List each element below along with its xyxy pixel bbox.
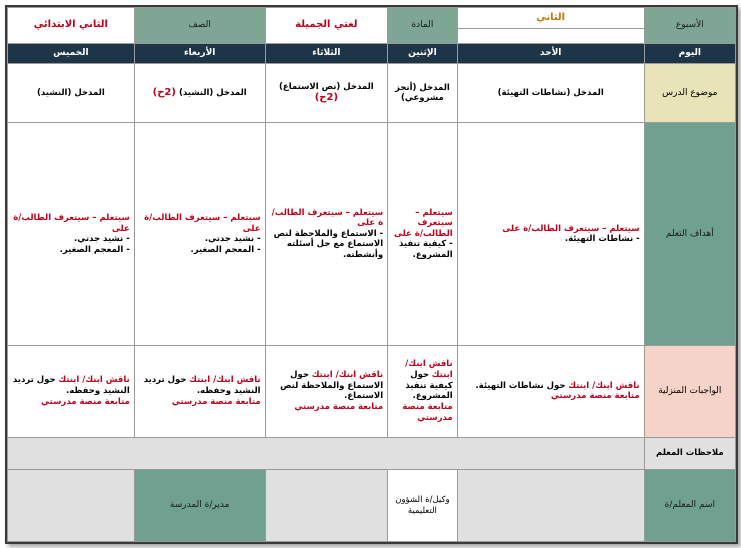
- topic-mon: المدخل (أنجز مشروعي): [388, 64, 458, 123]
- objectives-wed: [134, 123, 265, 346]
- objectives-wed-head: سيتعلم – سيتعرف الطالب/ة على: [144, 212, 261, 234]
- objectives-tue-item: - الاستماع والملاحظة لنص الاستماع مع حل أسئلته وأنشطته.: [273, 228, 384, 261]
- vice-name-value[interactable]: [265, 470, 388, 542]
- homework-sun: [457, 345, 644, 437]
- homework-wed-body: حول ترديد النشيد وحفظه.: [143, 375, 261, 397]
- topic-wed: [134, 64, 265, 123]
- week-empty-cell: [457, 29, 644, 43]
- homework-mon: [388, 345, 458, 437]
- homework-tue-body: حول الاستماع والملاحظة لنص الاستماع.: [280, 370, 384, 402]
- topic-sun: المدخل (نشاطات التهيئة): [457, 64, 644, 123]
- weekly-plan-table: [7, 7, 736, 542]
- grade-label: الصف: [134, 8, 265, 44]
- notes-label: ملاحظات المعلم: [644, 437, 735, 470]
- objectives-thu-head: سيتعلم – سيتعرف الطالب/ة على: [13, 212, 130, 234]
- day-tue: الثلاثاء: [265, 43, 388, 63]
- objectives-thu-item-1: - نشيد جدتي.: [74, 234, 130, 245]
- topic-wed-text: المدخل (النشيد): [178, 87, 247, 98]
- days-row: [8, 43, 736, 63]
- objectives-tue-head: سيتعلم – سيتعرف الطالب/ة على: [271, 207, 384, 229]
- homework-sun-discuss: ناقش ابنك/ ابنتك: [568, 380, 640, 391]
- vice-label: وكيل/ة الشؤون التعليمية: [388, 470, 458, 542]
- header-row-1: [8, 8, 736, 29]
- day-thu: الخميس: [8, 43, 135, 63]
- objectives-wed-item-1: - نشيد جدتي.: [204, 234, 261, 245]
- homework-thu-discuss: ناقش ابنك/ ابنتك: [58, 375, 130, 386]
- day-wed: الأربعاء: [134, 43, 265, 63]
- objectives-tue: [265, 123, 388, 346]
- lesson-plan-frame: [5, 5, 738, 544]
- objectives-mon: [388, 123, 458, 346]
- homework-sun-body: حول نشاطات التهيئة.: [475, 380, 566, 391]
- topic-row: [8, 64, 736, 123]
- week-value: الثاني: [457, 8, 644, 29]
- topic-label: موضوع الدرس: [644, 64, 735, 123]
- topic-thu: المدخل (النشيد): [8, 64, 135, 123]
- homework-tue: [265, 345, 388, 437]
- objectives-sun: [457, 123, 644, 346]
- objectives-sun-item: - نشاطات التهيئة.: [564, 234, 640, 245]
- homework-mon-discuss: ناقش ابنك/ ابنتك: [405, 359, 453, 381]
- objectives-thu: [8, 123, 135, 346]
- homework-thu: [8, 345, 135, 437]
- subject-value: لغتي الجميلة: [265, 8, 388, 44]
- objectives-wed-item-2: - المعجم الصغير.: [190, 244, 261, 255]
- homework-wed-follow: متابعة منصة مدرستي: [171, 396, 261, 407]
- notes-row: [8, 437, 736, 470]
- homework-thu-follow: متابعة منصة مدرستي: [41, 396, 130, 407]
- grade-value: الثاني الابتدائي: [8, 8, 135, 44]
- topic-tue-tag: (2ح): [314, 92, 339, 104]
- week-label: الأسبوع: [644, 8, 735, 44]
- homework-mon-follow: متابعة منصة مدرستي: [402, 401, 453, 423]
- day-mon: الإثنين: [388, 43, 458, 63]
- homework-tue-follow: متابعة منصة مدرستي: [294, 401, 384, 412]
- objectives-sun-head: سيتعلم – سيتعرف الطالب/ة على: [502, 223, 640, 234]
- principal-label: مدير/ة المدرسة: [134, 470, 265, 542]
- topic-wed-tag: (2ح): [152, 86, 176, 98]
- day-sun: الأحد: [457, 43, 644, 63]
- homework-label: الواجبات المنزلية: [644, 345, 735, 437]
- objectives-mon-item: - كيفية تنفيذ المشروع.: [398, 239, 453, 261]
- topic-tue-text: المدخل (نص الاستماع): [279, 81, 374, 92]
- objectives-row: [8, 123, 736, 346]
- objectives-label: أهداف التعلم: [644, 123, 735, 346]
- teacher-name-label: اسم المعلم/ة: [644, 470, 735, 542]
- objectives-mon-head: سيتعلم – سيتعرف الطالب/ة على: [393, 207, 453, 239]
- homework-sun-follow: متابعة منصة مدرستي: [550, 391, 640, 402]
- teacher-name-value[interactable]: [457, 470, 644, 542]
- objectives-thu-item-2: - المعجم الصغير.: [59, 244, 130, 255]
- topic-tue: [265, 64, 388, 123]
- principal-name-value[interactable]: [8, 470, 135, 542]
- notes-value[interactable]: [8, 437, 645, 470]
- homework-wed-discuss: ناقش ابنك/ ابنتك: [189, 375, 261, 386]
- homework-wed: [134, 345, 265, 437]
- homework-mon-body: حول كيفية تنفيذ المشروع.: [405, 370, 453, 402]
- homework-thu-body: حول ترديد النشيد وحفظه.: [12, 375, 130, 397]
- homework-tue-discuss: ناقش ابنك/ ابنتك: [311, 370, 384, 381]
- signature-row: [8, 470, 736, 542]
- subject-label: المادة: [388, 8, 458, 44]
- homework-row: [8, 345, 736, 437]
- day-label: اليوم: [644, 43, 735, 63]
